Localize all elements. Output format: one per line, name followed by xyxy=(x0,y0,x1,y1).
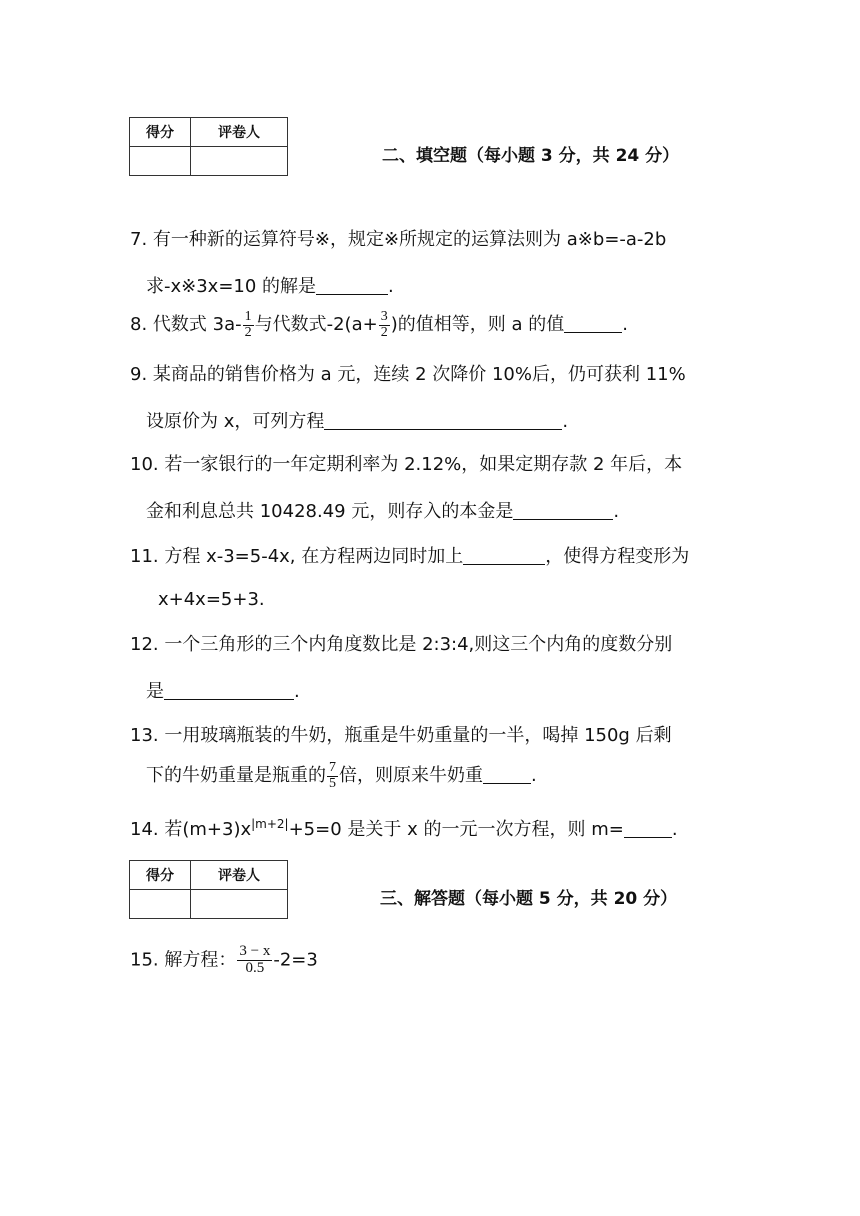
grader-header: 评卷人 xyxy=(191,861,288,890)
q8-mid: 与代数式-2(a+ xyxy=(254,314,378,336)
q12-text: 是 xyxy=(146,681,164,702)
q8-answer-blank xyxy=(564,314,622,333)
q12-line1: 12. 一个三角形的三个内角度数比是 2:3:4,则这三个内角的度数分别 xyxy=(130,634,673,655)
q7-end: . xyxy=(388,276,394,297)
q8-line xyxy=(130,310,628,340)
q13-line1: 13. 一用玻璃瓶装的牛奶，瓶重是牛奶重量的一半，喝掉 150g 后剩 xyxy=(130,725,672,746)
q7-line1: 7. 有一种新的运算符号※，规定※所规定的运算法则为 a※b=-a-2b xyxy=(130,229,667,250)
q15-post: -2=3 xyxy=(273,949,318,971)
q13-text-post: 倍，则原来牛奶重 xyxy=(339,765,483,787)
q14-exponent: |m+2| xyxy=(251,817,289,831)
grader-cell xyxy=(191,890,288,919)
score-header: 得分 xyxy=(130,861,191,890)
score-table-2 xyxy=(129,860,288,919)
q11-text-end: ，使得方程变形为 xyxy=(545,546,690,567)
q12-answer-blank xyxy=(164,681,294,700)
score-cell xyxy=(130,147,191,176)
q10-line2 xyxy=(146,501,619,521)
q9-line2 xyxy=(146,411,568,431)
q13-answer-blank xyxy=(483,765,531,784)
q13-end: . xyxy=(531,765,537,787)
q14-answer-blank xyxy=(624,819,672,838)
q15-line xyxy=(130,944,318,977)
grader-cell xyxy=(191,147,288,176)
q12-line2 xyxy=(146,681,300,701)
section-2-title: 二、填空题（每小题 3 分，共 24 分） xyxy=(382,146,680,166)
grader-header: 评卷人 xyxy=(191,118,288,147)
score-header: 得分 xyxy=(130,118,191,147)
q7-text: 求-x※3x=10 的解是 xyxy=(146,276,317,297)
q10-end: . xyxy=(613,501,620,522)
q11-answer-blank xyxy=(463,546,545,565)
q14-pre: 14. 若(m+3)x xyxy=(130,819,252,840)
q8-frac-2: $\frac{3}{2}$ xyxy=(380,309,388,340)
q8-post: )的值相等，则 a 的值 xyxy=(390,314,565,336)
q11-line1 xyxy=(130,546,689,566)
q9-line1: 9. 某商品的销售价格为 a 元，连续 2 次降价 10%后，仍可获利 11% xyxy=(130,364,686,385)
score-table-1 xyxy=(129,117,288,176)
q8-pre: 8. 代数式 3a- xyxy=(130,314,242,336)
q11-line2: x+4x=5+3. xyxy=(158,589,265,610)
q13-text: 下的牛奶重量是瓶重的 xyxy=(146,765,326,787)
score-cell xyxy=(130,890,191,919)
q9-end: . xyxy=(562,411,569,432)
section-3-title: 三、解答题（每小题 5 分，共 20 分） xyxy=(380,889,678,909)
q9-text: 设原价为 x，可列方程 xyxy=(146,411,325,432)
q10-answer-blank xyxy=(513,501,613,520)
q14-end: . xyxy=(671,819,678,840)
q7-line2 xyxy=(146,276,394,296)
q14-line xyxy=(130,818,678,839)
q13-frac: $\frac{7}{5}$ xyxy=(329,760,336,791)
q13-line2 xyxy=(146,761,537,791)
q10-text: 金和利息总共 10428.49 元，则存入的本金是 xyxy=(146,501,514,522)
q15-frac: $\frac{3 - x}{0.5}$ xyxy=(239,943,271,976)
q8-end: . xyxy=(622,314,628,336)
q11-text: 11. 方程 x-3=5-4x, 在方程两边同时加上 xyxy=(130,546,464,567)
q9-answer-blank xyxy=(324,411,562,430)
q10-line1: 10. 若一家银行的一年定期利率为 2.12%，如果定期存款 2 年后，本 xyxy=(130,454,683,475)
q7-answer-blank xyxy=(316,276,388,295)
q8-frac-1: $\frac{1}{2}$ xyxy=(244,309,252,340)
q14-post: +5=0 是关于 x 的一元一次方程，则 m= xyxy=(288,819,624,840)
q15-pre: 15. 解方程： xyxy=(130,949,237,971)
q12-end: . xyxy=(294,681,300,702)
